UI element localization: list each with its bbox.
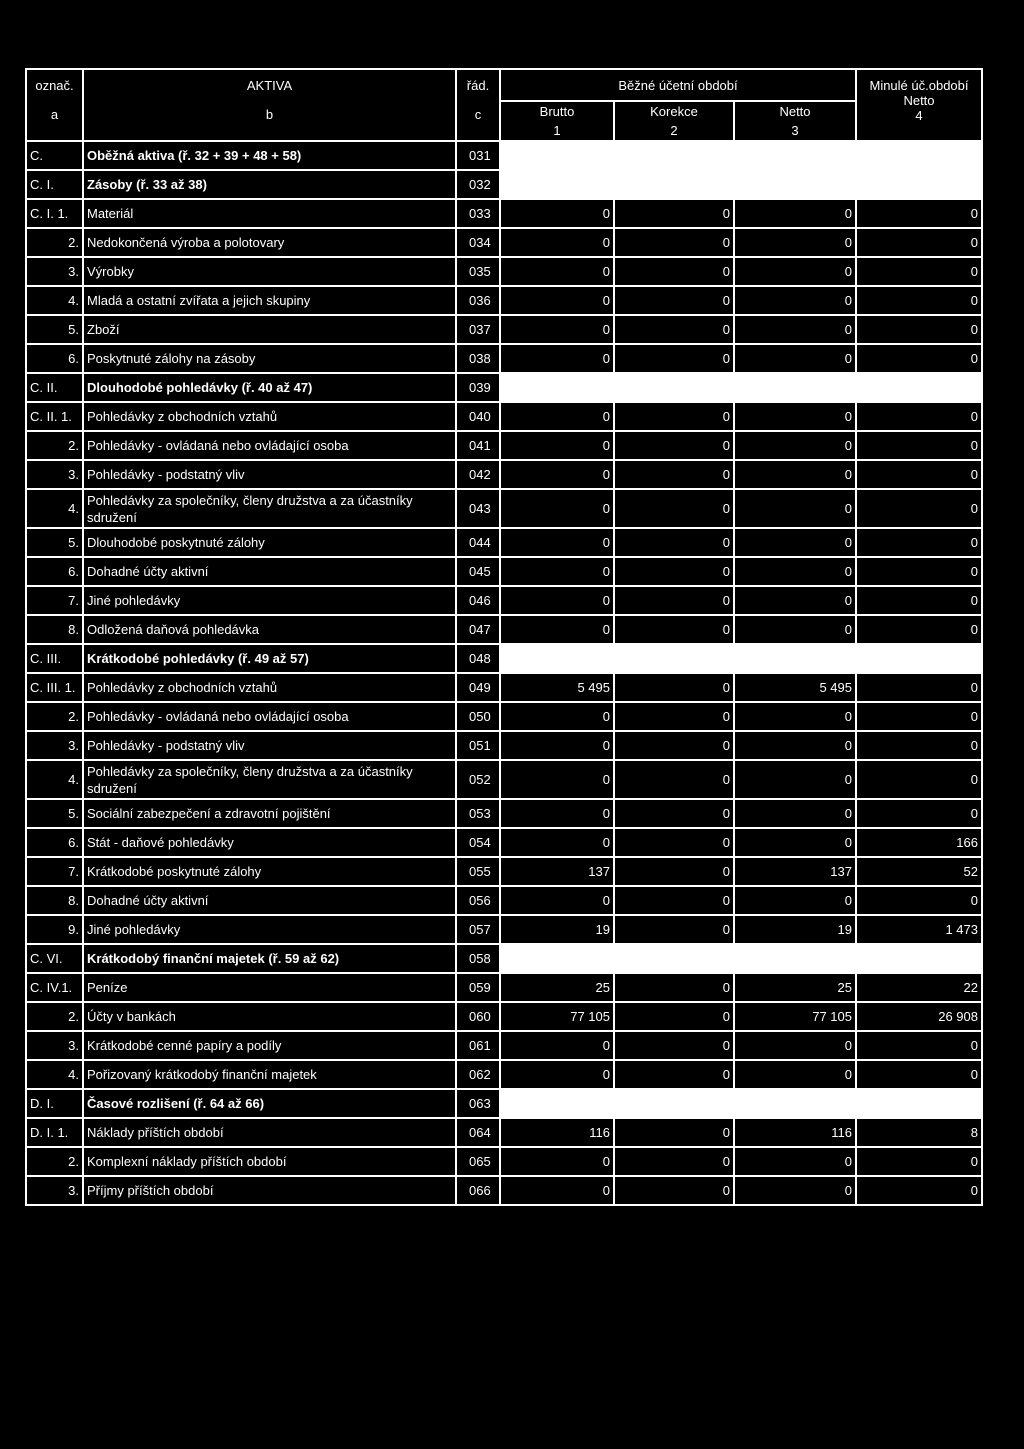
table-row <box>26 828 982 857</box>
korekce-value: 0 <box>614 673 734 702</box>
row-number: 054 <box>456 828 500 857</box>
table-row <box>26 1002 982 1031</box>
row-mark: 5. <box>26 799 83 828</box>
korekce-value: 0 <box>614 257 734 286</box>
prev-netto-value: 0 <box>856 731 982 760</box>
row-number: 036 <box>456 286 500 315</box>
row-number: 065 <box>456 1147 500 1176</box>
prev-netto-value: 0 <box>856 886 982 915</box>
row-mark: D. I. <box>26 1089 83 1118</box>
netto-value: 0 <box>734 286 856 315</box>
row-number: 047 <box>456 615 500 644</box>
table-row <box>26 799 982 828</box>
section-row <box>26 1089 982 1118</box>
section-row <box>26 644 982 673</box>
table-row <box>26 857 982 886</box>
prev-netto-value: 166 <box>856 828 982 857</box>
table-row <box>26 615 982 644</box>
row-mark: 2. <box>26 431 83 460</box>
brutto-value: 5 495 <box>500 673 614 702</box>
netto-value: 0 <box>734 586 856 615</box>
netto-value: 0 <box>734 528 856 557</box>
row-mark: 9. <box>26 915 83 944</box>
brutto-value: 0 <box>500 799 614 828</box>
brutto-value: 0 <box>500 731 614 760</box>
prev-netto-value: 0 <box>856 402 982 431</box>
row-label: Nedokončená výroba a polotovary <box>83 228 456 257</box>
netto-value: 0 <box>734 489 856 528</box>
row-number: 056 <box>456 886 500 915</box>
table-row <box>26 228 982 257</box>
row-label: Pohledávky - ovládaná nebo ovládající osoba <box>83 431 456 460</box>
brutto-value: 0 <box>500 489 614 528</box>
row-number: 040 <box>456 402 500 431</box>
prev-netto-value: 1 473 <box>856 915 982 944</box>
header-assets-cell <box>83 69 456 141</box>
row-mark: 3. <box>26 1031 83 1060</box>
brutto-value: 0 <box>500 344 614 373</box>
table-row <box>26 586 982 615</box>
brutto-value: 0 <box>500 199 614 228</box>
brutto-value: 0 <box>500 1147 614 1176</box>
row-label: Pohledávky z obchodních vztahů <box>83 402 456 431</box>
prev-netto-value: 0 <box>856 615 982 644</box>
netto-value: 0 <box>734 557 856 586</box>
table-row <box>26 1060 982 1089</box>
row-label: Pořizovaný krátkodobý finanční majetek <box>83 1060 456 1089</box>
brutto-value: 0 <box>500 315 614 344</box>
prev-netto-value: 22 <box>856 973 982 1002</box>
row-label: Peníze <box>83 973 456 1002</box>
row-label: Pohledávky - podstatný vliv <box>83 731 456 760</box>
table-row <box>26 431 982 460</box>
balance-sheet <box>25 68 981 1206</box>
row-number: 043 <box>456 489 500 528</box>
korekce-value: 0 <box>614 1031 734 1060</box>
brutto-value: 0 <box>500 286 614 315</box>
korekce-value: 0 <box>614 228 734 257</box>
korekce-value: 0 <box>614 1118 734 1147</box>
row-number: 046 <box>456 586 500 615</box>
row-label: Materiál <box>83 199 456 228</box>
row-label: Dohadné účty aktivní <box>83 557 456 586</box>
table-row <box>26 1147 982 1176</box>
korekce-value: 0 <box>614 402 734 431</box>
netto-value: 19 <box>734 915 856 944</box>
netto-value: 137 <box>734 857 856 886</box>
row-label: Pohledávky za společníky, členy družstva a za účastníky sdružení <box>83 760 456 799</box>
brutto-value: 0 <box>500 760 614 799</box>
row-label: Krátkodobé cenné papíry a podíly <box>83 1031 456 1060</box>
netto-value: 0 <box>734 1060 856 1089</box>
netto-value: 0 <box>734 828 856 857</box>
korekce-value: 0 <box>614 886 734 915</box>
brutto-value: 116 <box>500 1118 614 1147</box>
korekce-value: 0 <box>614 828 734 857</box>
row-mark: 6. <box>26 344 83 373</box>
row-label: Náklady příštích období <box>83 1118 456 1147</box>
header-mark-title: označ. <box>35 78 74 93</box>
korekce-value: 0 <box>614 586 734 615</box>
row-mark: 4. <box>26 489 83 528</box>
row-mark: C. VI. <box>26 944 83 973</box>
row-mark: D. I. 1. <box>26 1118 83 1147</box>
korekce-value: 0 <box>614 344 734 373</box>
row-mark: 8. <box>26 886 83 915</box>
netto-value: 0 <box>734 731 856 760</box>
row-number: 039 <box>456 373 500 402</box>
header-row-top <box>26 69 982 101</box>
header-netto: Netto <box>779 104 811 119</box>
netto-value: 0 <box>734 228 856 257</box>
korekce-value: 0 <box>614 431 734 460</box>
header-prev-period-cell <box>856 69 982 141</box>
row-mark: 6. <box>26 828 83 857</box>
row-label: Časové rozlišení (ř. 64 až 66) <box>83 1089 456 1118</box>
korekce-value: 0 <box>614 1060 734 1089</box>
row-mark: 7. <box>26 857 83 886</box>
korekce-value: 0 <box>614 799 734 828</box>
section-blank-cells <box>500 644 982 673</box>
row-label: Komplexní náklady příštích období <box>83 1147 456 1176</box>
section-row <box>26 373 982 402</box>
row-label: Sociální zabezpečení a zdravotní pojištění <box>83 799 456 828</box>
table-row <box>26 973 982 1002</box>
prev-netto-value: 0 <box>856 702 982 731</box>
row-number: 032 <box>456 170 500 199</box>
header-brutto-number: 1 <box>553 123 561 138</box>
row-number: 053 <box>456 799 500 828</box>
header-prev-netto: Netto <box>903 93 935 108</box>
header-netto-cell <box>734 101 856 141</box>
table-row <box>26 286 982 315</box>
prev-netto-value: 0 <box>856 257 982 286</box>
header-korekce: Korekce <box>650 104 698 119</box>
row-label: Poskytnuté zálohy na zásoby <box>83 344 456 373</box>
korekce-value: 0 <box>614 731 734 760</box>
row-label: Pohledávky z obchodních vztahů <box>83 673 456 702</box>
brutto-value: 0 <box>500 615 614 644</box>
header-korekce-number: 2 <box>670 123 678 138</box>
header-rad-cell <box>456 69 500 141</box>
prev-netto-value: 0 <box>856 673 982 702</box>
row-number: 063 <box>456 1089 500 1118</box>
header-assets-title: AKTIVA <box>246 78 293 93</box>
row-mark: C. I. 1. <box>26 199 83 228</box>
row-label: Krátkodobé pohledávky (ř. 49 až 57) <box>83 644 456 673</box>
header-assets-letter: b <box>265 107 274 122</box>
row-number: 034 <box>456 228 500 257</box>
header-prev-period: Minulé úč.období <box>869 78 969 93</box>
row-mark: 5. <box>26 528 83 557</box>
netto-value: 0 <box>734 1147 856 1176</box>
row-number: 061 <box>456 1031 500 1060</box>
section-row <box>26 170 982 199</box>
korekce-value: 0 <box>614 915 734 944</box>
row-number: 035 <box>456 257 500 286</box>
korekce-value: 0 <box>614 1147 734 1176</box>
korekce-value: 0 <box>614 857 734 886</box>
brutto-value: 0 <box>500 586 614 615</box>
row-number: 057 <box>456 915 500 944</box>
prev-netto-value: 0 <box>856 199 982 228</box>
netto-value: 0 <box>734 1031 856 1060</box>
row-number: 038 <box>456 344 500 373</box>
netto-value: 0 <box>734 1176 856 1205</box>
row-label: Oběžná aktiva (ř. 32 + 39 + 48 + 58) <box>83 141 456 170</box>
netto-value: 0 <box>734 886 856 915</box>
brutto-value: 77 105 <box>500 1002 614 1031</box>
brutto-value: 0 <box>500 460 614 489</box>
section-blank-cells <box>500 944 982 973</box>
netto-value: 5 495 <box>734 673 856 702</box>
row-number: 059 <box>456 973 500 1002</box>
prev-netto-value: 0 <box>856 460 982 489</box>
netto-value: 0 <box>734 344 856 373</box>
prev-netto-value: 0 <box>856 1031 982 1060</box>
korekce-value: 0 <box>614 973 734 1002</box>
prev-netto-value: 0 <box>856 1147 982 1176</box>
header-mark-letter: a <box>50 107 59 122</box>
korekce-value: 0 <box>614 528 734 557</box>
table-row <box>26 528 982 557</box>
header-brutto: Brutto <box>539 104 575 119</box>
row-label: Pohledávky - ovládaná nebo ovládající osoba <box>83 702 456 731</box>
korekce-value: 0 <box>614 315 734 344</box>
row-mark: 3. <box>26 460 83 489</box>
netto-value: 0 <box>734 402 856 431</box>
row-number: 042 <box>456 460 500 489</box>
row-label: Jiné pohledávky <box>83 915 456 944</box>
row-number: 052 <box>456 760 500 799</box>
section-blank-cells <box>500 373 982 402</box>
row-mark: 4. <box>26 1060 83 1089</box>
prev-netto-value: 0 <box>856 799 982 828</box>
row-label: Jiné pohledávky <box>83 586 456 615</box>
brutto-value: 19 <box>500 915 614 944</box>
row-label: Výrobky <box>83 257 456 286</box>
prev-netto-value: 0 <box>856 489 982 528</box>
table-row <box>26 489 982 528</box>
section-blank-cells <box>500 141 982 170</box>
row-mark: C. III. 1. <box>26 673 83 702</box>
korekce-value: 0 <box>614 557 734 586</box>
table-row <box>26 702 982 731</box>
row-number: 051 <box>456 731 500 760</box>
row-label: Krátkodobý finanční majetek (ř. 59 až 62) <box>83 944 456 973</box>
header-brutto-cell <box>500 101 614 141</box>
row-mark: 8. <box>26 615 83 644</box>
netto-value: 25 <box>734 973 856 1002</box>
section-row <box>26 141 982 170</box>
row-mark: 2. <box>26 228 83 257</box>
korekce-value: 0 <box>614 489 734 528</box>
netto-value: 0 <box>734 760 856 799</box>
row-number: 049 <box>456 673 500 702</box>
prev-netto-value: 0 <box>856 286 982 315</box>
row-mark: C. IV.1. <box>26 973 83 1002</box>
netto-value: 0 <box>734 615 856 644</box>
prev-netto-value: 0 <box>856 315 982 344</box>
row-number: 045 <box>456 557 500 586</box>
prev-netto-value: 0 <box>856 586 982 615</box>
table-row <box>26 1031 982 1060</box>
netto-value: 77 105 <box>734 1002 856 1031</box>
prev-netto-value: 0 <box>856 557 982 586</box>
brutto-value: 0 <box>500 431 614 460</box>
header-netto-number: 3 <box>791 123 799 138</box>
korekce-value: 0 <box>614 615 734 644</box>
brutto-value: 0 <box>500 228 614 257</box>
row-mark: 5. <box>26 315 83 344</box>
table-row <box>26 557 982 586</box>
table-row <box>26 315 982 344</box>
netto-value: 116 <box>734 1118 856 1147</box>
table-row <box>26 760 982 799</box>
prev-netto-value: 0 <box>856 528 982 557</box>
netto-value: 0 <box>734 702 856 731</box>
row-number: 041 <box>456 431 500 460</box>
row-label: Dlouhodobé pohledávky (ř. 40 až 47) <box>83 373 456 402</box>
header-mark-cell <box>26 69 83 141</box>
brutto-value: 0 <box>500 528 614 557</box>
prev-netto-value: 0 <box>856 431 982 460</box>
row-mark: C. II. 1. <box>26 402 83 431</box>
row-label: Stát - daňové pohledávky <box>83 828 456 857</box>
korekce-value: 0 <box>614 460 734 489</box>
header-korekce-cell <box>614 101 734 141</box>
row-label: Krátkodobé poskytnuté zálohy <box>83 857 456 886</box>
table-row <box>26 915 982 944</box>
netto-value: 0 <box>734 460 856 489</box>
header-rad-letter: c <box>474 107 482 122</box>
row-number: 031 <box>456 141 500 170</box>
korekce-value: 0 <box>614 1002 734 1031</box>
table-row <box>26 1118 982 1147</box>
row-mark: C. III. <box>26 644 83 673</box>
prev-netto-value: 52 <box>856 857 982 886</box>
row-number: 058 <box>456 944 500 973</box>
netto-value: 0 <box>734 315 856 344</box>
row-number: 050 <box>456 702 500 731</box>
korekce-value: 0 <box>614 286 734 315</box>
row-number: 066 <box>456 1176 500 1205</box>
row-label: Dohadné účty aktivní <box>83 886 456 915</box>
row-label: Účty v bankách <box>83 1002 456 1031</box>
table-row <box>26 1176 982 1205</box>
section-blank-cells <box>500 1089 982 1118</box>
row-number: 037 <box>456 315 500 344</box>
prev-netto-value: 26 908 <box>856 1002 982 1031</box>
row-mark: 2. <box>26 1002 83 1031</box>
brutto-value: 0 <box>500 557 614 586</box>
korekce-value: 0 <box>614 1176 734 1205</box>
row-label: Zboží <box>83 315 456 344</box>
brutto-value: 0 <box>500 702 614 731</box>
brutto-value: 0 <box>500 402 614 431</box>
korekce-value: 0 <box>614 199 734 228</box>
prev-netto-value: 0 <box>856 344 982 373</box>
table-row <box>26 257 982 286</box>
row-mark: 2. <box>26 1147 83 1176</box>
row-mark: 6. <box>26 557 83 586</box>
brutto-value: 0 <box>500 1031 614 1060</box>
row-label: Dlouhodobé poskytnuté zálohy <box>83 528 456 557</box>
row-mark: 2. <box>26 702 83 731</box>
table-row <box>26 460 982 489</box>
prev-netto-value: 0 <box>856 228 982 257</box>
row-mark: 4. <box>26 286 83 315</box>
row-number: 048 <box>456 644 500 673</box>
row-number: 055 <box>456 857 500 886</box>
brutto-value: 0 <box>500 257 614 286</box>
brutto-value: 0 <box>500 886 614 915</box>
netto-value: 0 <box>734 257 856 286</box>
table-row <box>26 402 982 431</box>
header-prev-number: 4 <box>915 108 923 123</box>
brutto-value: 0 <box>500 1060 614 1089</box>
row-label: Mladá a ostatní zvířata a jejich skupiny <box>83 286 456 315</box>
prev-netto-value: 8 <box>856 1118 982 1147</box>
netto-value: 0 <box>734 799 856 828</box>
korekce-value: 0 <box>614 760 734 799</box>
prev-netto-value: 0 <box>856 760 982 799</box>
row-number: 062 <box>456 1060 500 1089</box>
table-row <box>26 673 982 702</box>
row-label: Pohledávky za společníky, členy družstva a za účastníky sdružení <box>83 489 456 528</box>
header-rad-title: řád. <box>466 78 490 93</box>
row-label: Příjmy příštích období <box>83 1176 456 1205</box>
assets-table <box>25 68 983 1206</box>
row-mark: 7. <box>26 586 83 615</box>
section-blank-cells <box>500 170 982 199</box>
row-mark: C. <box>26 141 83 170</box>
row-mark: 3. <box>26 1176 83 1205</box>
section-row <box>26 944 982 973</box>
row-mark: C. I. <box>26 170 83 199</box>
brutto-value: 0 <box>500 828 614 857</box>
brutto-value: 137 <box>500 857 614 886</box>
row-label: Pohledávky - podstatný vliv <box>83 460 456 489</box>
row-number: 033 <box>456 199 500 228</box>
row-mark: 3. <box>26 257 83 286</box>
row-mark: C. II. <box>26 373 83 402</box>
table-row <box>26 731 982 760</box>
row-number: 044 <box>456 528 500 557</box>
prev-netto-value: 0 <box>856 1060 982 1089</box>
netto-value: 0 <box>734 431 856 460</box>
brutto-value: 25 <box>500 973 614 1002</box>
table-row <box>26 886 982 915</box>
row-number: 060 <box>456 1002 500 1031</box>
row-label: Zásoby (ř. 33 až 38) <box>83 170 456 199</box>
row-number: 064 <box>456 1118 500 1147</box>
table-row <box>26 344 982 373</box>
row-label: Odložená daňová pohledávka <box>83 615 456 644</box>
row-mark: 4. <box>26 760 83 799</box>
brutto-value: 0 <box>500 1176 614 1205</box>
korekce-value: 0 <box>614 702 734 731</box>
netto-value: 0 <box>734 199 856 228</box>
header-current-period: Běžné účetní období <box>500 69 856 101</box>
table-row <box>26 199 982 228</box>
row-mark: 3. <box>26 731 83 760</box>
prev-netto-value: 0 <box>856 1176 982 1205</box>
